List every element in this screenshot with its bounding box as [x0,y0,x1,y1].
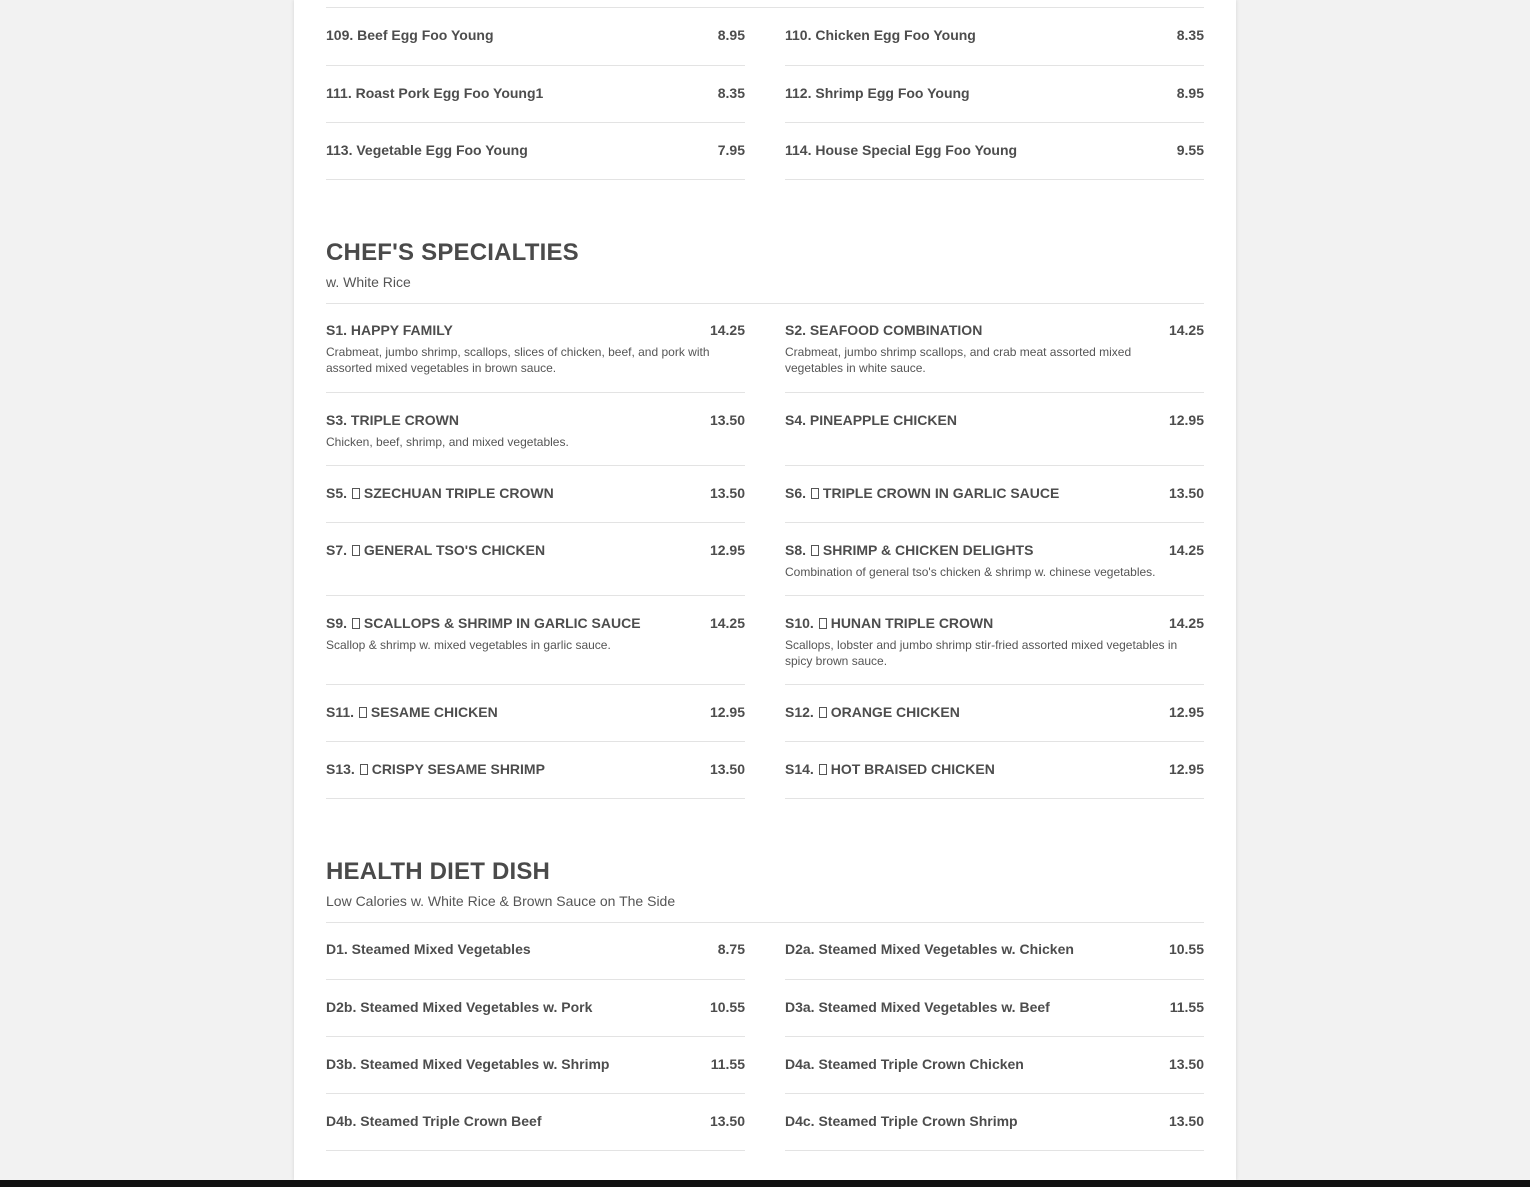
menu-item-name [326,412,459,428]
menu-item[interactable] [326,596,745,685]
menu-item-header [326,999,745,1015]
menu-item-header [785,142,1204,158]
menu-item-title: SCALLOPS & SHRIMP IN GARLIC SAUCE [363,615,641,631]
menu-item[interactable] [326,1094,745,1151]
menu-item[interactable] [326,523,745,596]
menu-item-name: D2a. Steamed Mixed Vegetables w. Chicken [785,941,1074,957]
egg-foo-young-list [326,8,1204,180]
menu-item-price: 13.50 [709,412,745,428]
menu-item[interactable] [785,922,1204,980]
menu-item[interactable] [785,980,1204,1037]
menu-item-price: 12.95 [709,704,745,720]
health-diet-list [326,922,1204,1151]
spicy-icon [360,764,368,775]
menu-item-name: D2b. Steamed Mixed Vegetables w. Pork [326,999,593,1015]
menu-item[interactable] [785,1094,1204,1151]
menu-item-header [785,704,1204,720]
menu-item-code: S4. [785,412,807,428]
menu-item[interactable] [785,742,1204,799]
menu-item-price: 11.55 [1169,999,1204,1015]
menu-item[interactable] [326,303,745,393]
menu-item-title: TRIPLE CROWN IN GARLIC SAUCE [822,485,1060,501]
menu-item-description: Chicken, beef, shrimp, and mixed vegetables. [326,435,569,449]
menu-item-title: PINEAPPLE CHICKEN [809,412,957,428]
menu-item-header [326,412,745,428]
menu-item-header [785,999,1204,1015]
menu-item-header [785,941,1204,957]
menu-item-price: 9.55 [1176,142,1204,158]
menu-item[interactable] [326,742,745,799]
spicy-icon [359,707,367,718]
menu-item-price: 14.25 [1168,542,1204,558]
menu-item-header [785,322,1204,338]
menu-item-code: S10. [785,615,814,631]
menu-item-name [326,761,545,777]
menu-item-name [326,322,453,338]
menu-item-code: S11. [326,704,355,720]
menu-item-header [326,704,745,720]
menu-item-header [326,142,745,158]
menu-item[interactable] [326,66,745,123]
menu-item-name: D4a. Steamed Triple Crown Chicken [785,1056,1024,1072]
menu-item-description: Crabmeat, jumbo shrimp scallops, and crab meat assorted mixed vegetables in white sauce. [785,345,1132,375]
menu-item-header [785,412,1204,428]
menu-item-header [326,941,745,957]
menu-item[interactable] [326,922,745,980]
menu-item[interactable] [785,8,1204,66]
menu-item[interactable] [785,466,1204,523]
menu-item-name: D3b. Steamed Mixed Vegetables w. Shrimp [326,1056,610,1072]
chefs-specialties-header [326,239,1204,304]
menu-item[interactable] [326,466,745,523]
menu-item-header [785,542,1204,558]
menu-item-name [326,485,554,501]
menu-item-header [785,761,1204,777]
menu-item-title: GENERAL TSO'S CHICKEN [363,542,546,558]
section-title: HEALTH DIET DISH [326,858,551,885]
menu-item-header [785,1056,1204,1072]
menu-item-name [785,615,993,631]
menu-item-title: HAPPY FAMILY [350,322,453,338]
menu-item-description: Crabmeat, jumbo shrimp, scallops, slices of chicken, beef, and pork with assorted mixed vegetables in brown sauce. [326,345,710,375]
menu-item-price: 8.95 [717,27,745,43]
menu-item[interactable] [326,980,745,1037]
menu-item-name [326,542,545,558]
menu-item-price: 12.95 [1168,761,1204,777]
chefs-specialties-list [326,303,1204,799]
menu-item-name: D1. Steamed Mixed Vegetables [326,941,531,957]
menu-item[interactable] [785,123,1204,180]
menu-item[interactable] [326,393,745,466]
menu-item-title: TRIPLE CROWN [350,412,460,428]
menu-item-name [785,704,960,720]
menu-item-code: S6. [785,485,807,501]
menu-item-price: 8.35 [1176,27,1204,43]
health-diet-header [326,858,1204,923]
menu-item-header [785,85,1204,101]
menu-item-title: HUNAN TRIPLE CROWN [830,615,994,631]
menu-item-header [326,27,745,43]
menu-item-description: Scallop & shrimp w. mixed vegetables in garlic sauce. [326,638,611,652]
menu-item[interactable] [326,1037,745,1094]
footer-bar [0,1180,1530,1187]
menu-item-name: 114. House Special Egg Foo Young [785,142,1018,158]
menu-item[interactable] [785,303,1204,393]
spicy-icon [352,618,360,629]
menu-item-name: 110. Chicken Egg Foo Young [785,27,976,43]
menu-item-price: 14.25 [1168,615,1204,631]
menu-item-name: D3a. Steamed Mixed Vegetables w. Beef [785,999,1050,1015]
menu-item[interactable] [785,523,1204,596]
menu-item[interactable] [785,596,1204,685]
menu-item-price: 14.25 [709,615,745,631]
menu-item-header [326,1113,745,1129]
menu-item-title: ORANGE CHICKEN [830,704,960,720]
menu-item-name: 111. Roast Pork Egg Foo Young1 [326,85,544,101]
menu-item-title: HOT BRAISED CHICKEN [830,761,995,777]
menu-item-header [326,542,745,558]
menu-item-code: S5. [326,485,348,501]
spicy-icon [819,618,827,629]
menu-item-code: S12. [785,704,814,720]
menu-item-price: 7.95 [717,142,745,158]
spicy-icon [811,488,819,499]
menu-item-title: SEAFOOD COMBINATION [809,322,983,338]
menu-item-code: S13. [326,761,355,777]
menu-item-header [785,27,1204,43]
menu-item-code: S7. [326,542,348,558]
section-subtitle: w. White Rice [326,274,411,290]
menu-item-header [326,85,745,101]
menu-item[interactable] [785,1037,1204,1094]
spicy-icon [819,707,827,718]
menu-item-code: S2. [785,322,807,338]
spicy-icon [811,545,819,556]
menu-item-name: D4c. Steamed Triple Crown Shrimp [785,1113,1018,1129]
menu-item-price: 13.50 [709,1113,745,1129]
menu-item-price: 13.50 [1168,485,1204,501]
menu-item-name: D4b. Steamed Triple Crown Beef [326,1113,542,1129]
menu-item-description: Scallops, lobster and jumbo shrimp stir-fried assorted mixed vegetables in spicy brown sauce. [785,638,1178,668]
menu-item-code: S1. [326,322,348,338]
menu-item[interactable] [785,66,1204,123]
menu-item[interactable] [326,123,745,180]
menu-item-price: 13.50 [1168,1056,1204,1072]
menu-item-price: 10.55 [1168,941,1204,957]
menu-item[interactable] [326,8,745,66]
menu-item-title: SZECHUAN TRIPLE CROWN [363,485,554,501]
menu-item-price: 8.95 [1176,85,1204,101]
menu-item-code: S14. [785,761,814,777]
spicy-icon [352,545,360,556]
menu-item-price: 12.95 [1168,704,1204,720]
menu-item-header [326,615,745,631]
menu-item-price: 8.75 [717,941,745,957]
menu-item-title: SESAME CHICKEN [370,704,498,720]
menu-item-name [785,761,995,777]
menu-item-name: 113. Vegetable Egg Foo Young [326,142,528,158]
menu-item-price: 14.25 [1168,322,1204,338]
menu-item-name [326,615,641,631]
menu-item-title: SHRIMP & CHICKEN DELIGHTS [822,542,1034,558]
menu-item-header [326,1056,745,1072]
menu-item[interactable] [785,685,1204,742]
menu-item-header [326,761,745,777]
menu-item-header [326,485,745,501]
menu-item-code: S3. [326,412,348,428]
menu-item-name [785,542,1033,558]
menu-item[interactable] [326,685,745,742]
menu-item-price: 13.50 [709,485,745,501]
menu-item-header [785,485,1204,501]
menu-item-description: Combination of general tso's chicken & shrimp w. chinese vegetables. [785,565,1156,579]
menu-item-name: 109. Beef Egg Foo Young [326,27,494,43]
menu-item-name [326,704,498,720]
spicy-icon [352,488,360,499]
menu-item-header [785,615,1204,631]
menu-item-title: CRISPY SESAME SHRIMP [371,761,545,777]
menu-item-price: 11.55 [710,1056,745,1072]
section-subtitle: Low Calories w. White Rice & Brown Sauce on The Side [326,893,676,909]
menu-item[interactable] [785,393,1204,466]
spicy-icon [819,764,827,775]
menu-item-header [785,1113,1204,1129]
section-title: CHEF'S SPECIALTIES [326,239,579,266]
menu-item-code: S9. [326,615,348,631]
menu-item-price: 13.50 [709,761,745,777]
menu-item-header [326,322,745,338]
menu-item-price: 8.35 [717,85,745,101]
menu-item-name [785,322,982,338]
menu-item-name: 112. Shrimp Egg Foo Young [785,85,970,101]
menu-item-price: 13.50 [1168,1113,1204,1129]
menu-item-price: 12.95 [709,542,745,558]
menu-item-name [785,412,957,428]
menu-item-name [785,485,1059,501]
menu-item-price: 12.95 [1168,412,1204,428]
menu-item-price: 14.25 [709,322,745,338]
menu-item-price: 10.55 [709,999,745,1015]
menu-item-code: S8. [785,542,807,558]
